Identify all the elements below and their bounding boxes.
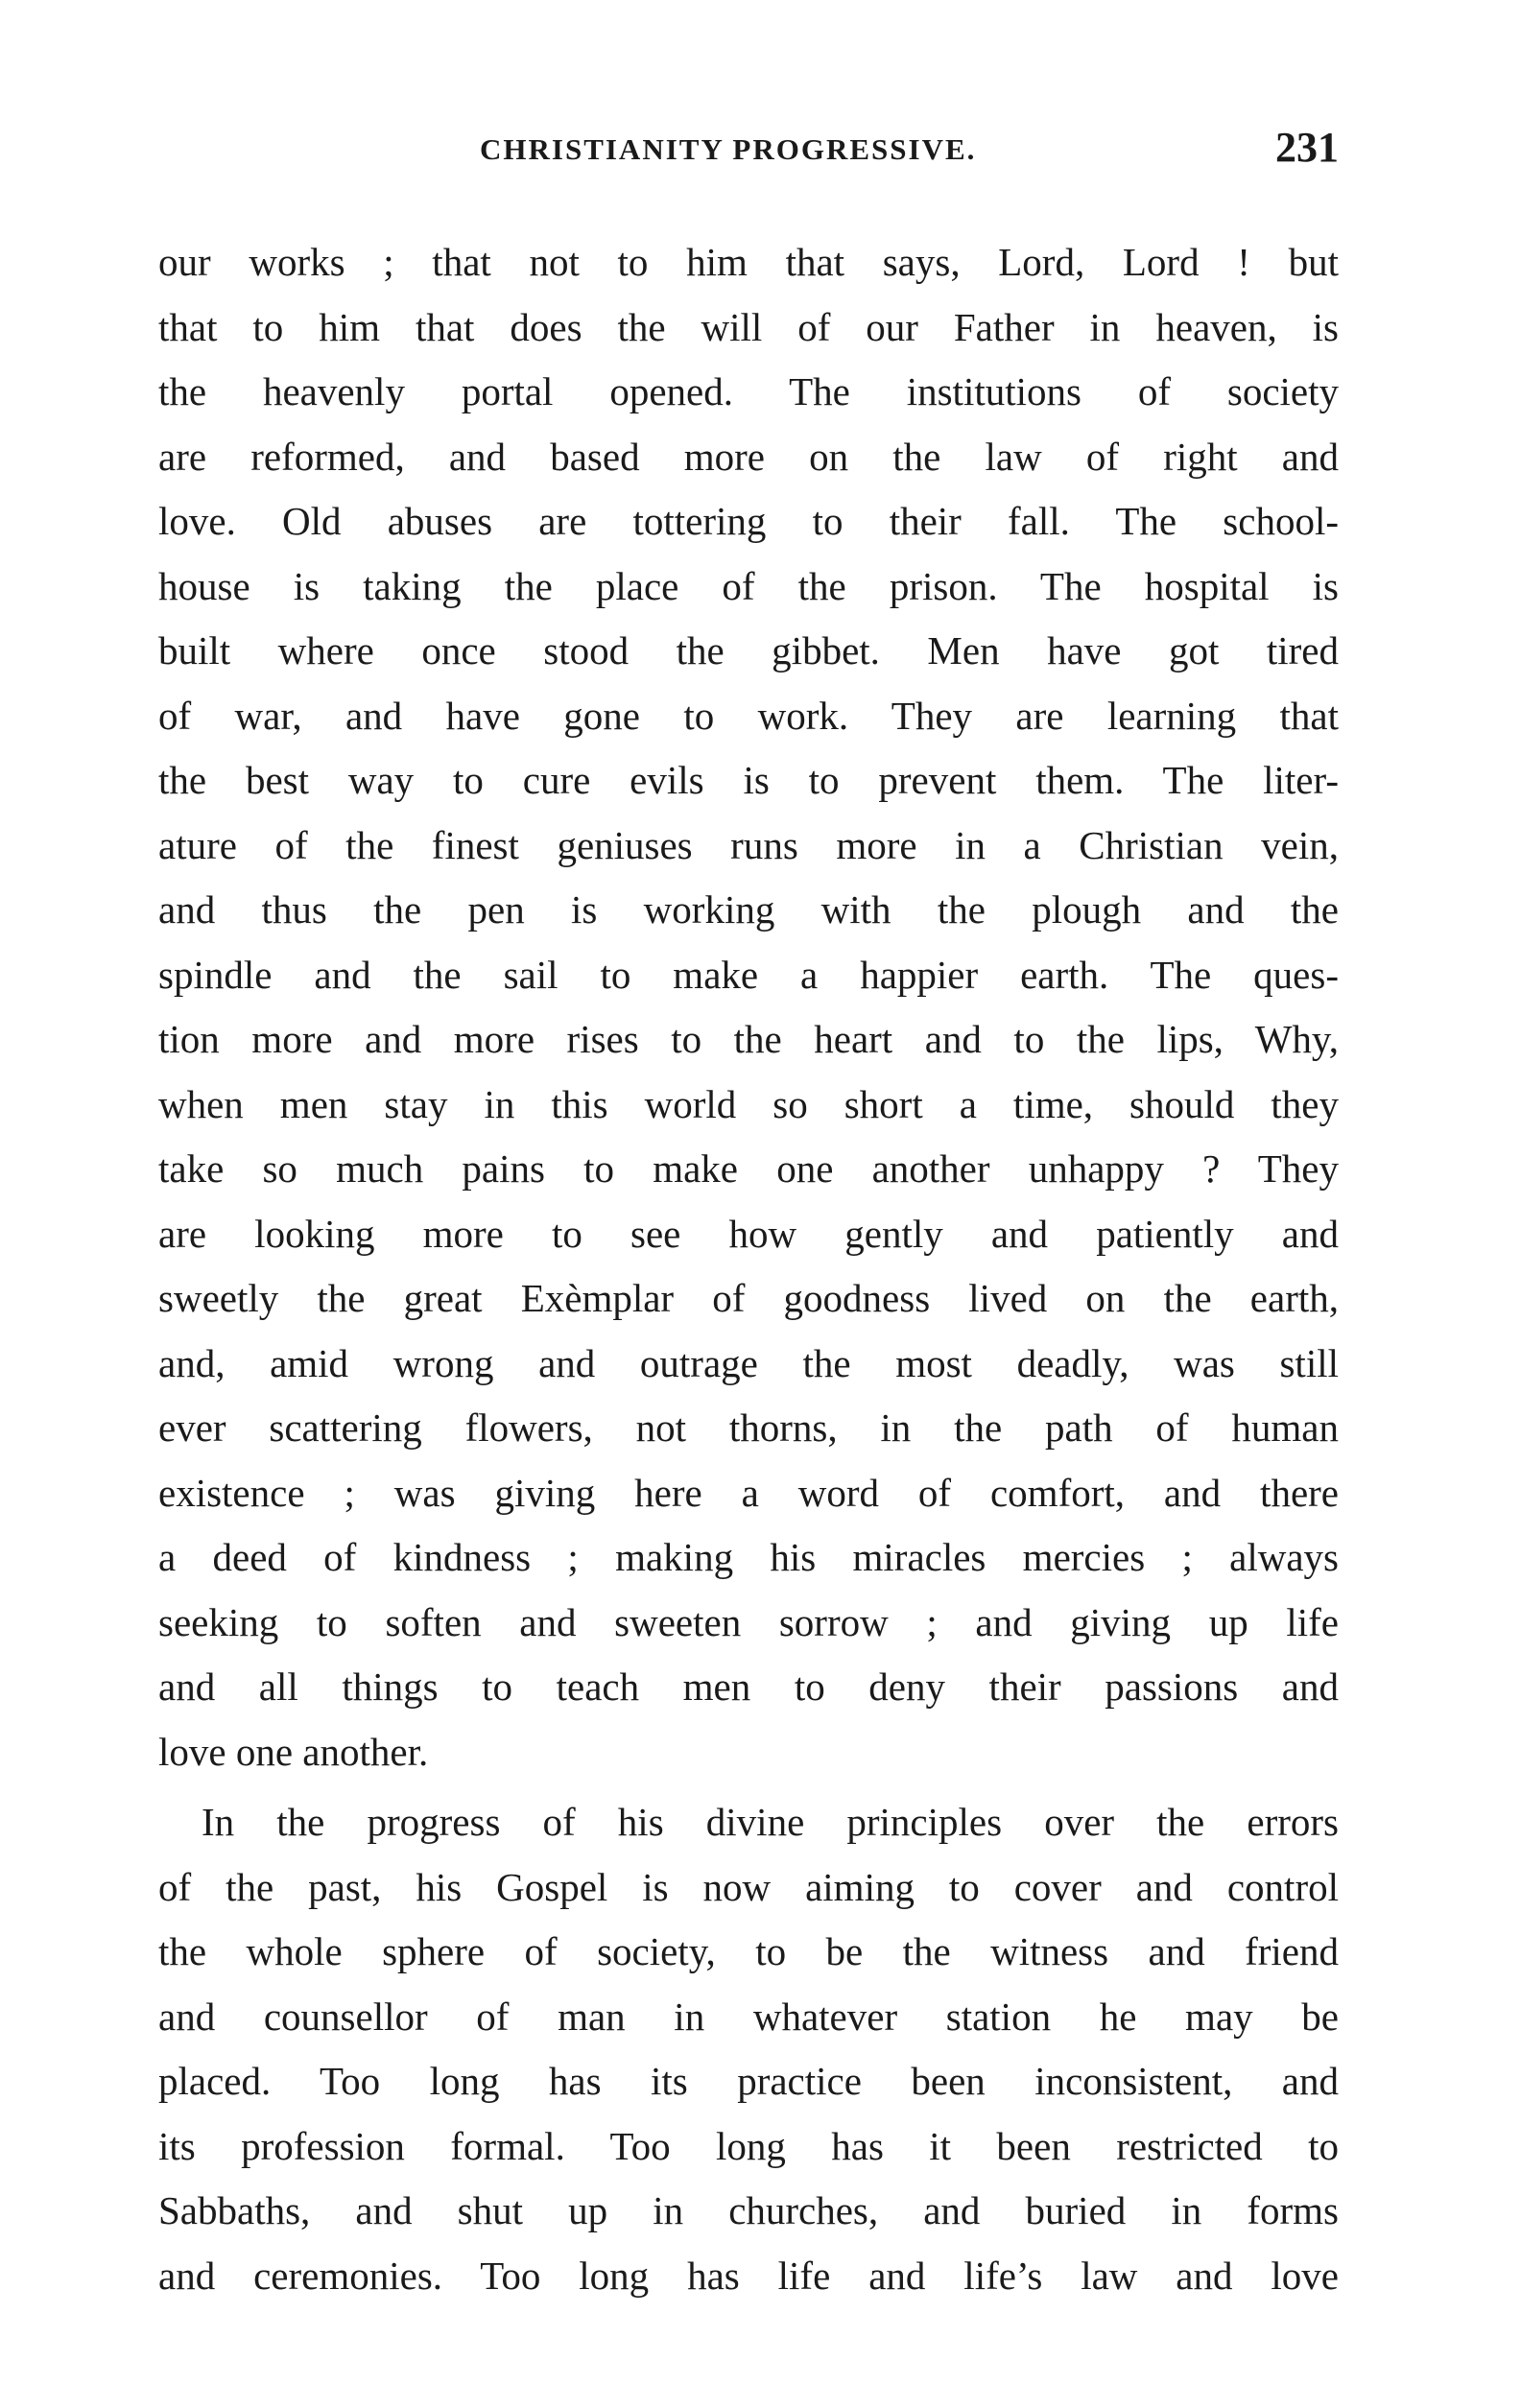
text-line: built where once stood the gibbet. Men have got tired — [158, 628, 1339, 673]
paragraph — [158, 230, 1339, 1784]
text-line: and thus the pen is working with the plough and the — [158, 887, 1339, 932]
text-line: our works ; that not to him that says, Lord, Lord ! but — [158, 240, 1339, 284]
text-line: are looking more to see how gently and patiently and — [158, 1211, 1339, 1256]
text-line: and all things to teach men to deny their passions and — [158, 1664, 1339, 1709]
text-line: of war, and have gone to work. They are learning that — [158, 693, 1339, 738]
text-line: sweetly the great Exèmplar of goodness lived on the earth, — [158, 1276, 1339, 1320]
text-line: house is taking the place of the prison. The hospital is — [158, 563, 1339, 608]
text-line: its profession formal. Too long has it been restricted to — [158, 2123, 1339, 2168]
text-line: ever scattering flowers, not thorns, in the path of human — [158, 1405, 1339, 1450]
text-line: that to him that does the will of our Father in heaven, is — [158, 304, 1339, 349]
text-line: spindle and the sail to make a happier earth. The ques- — [158, 952, 1339, 997]
text-line: In the progress of his divine principles over the errors — [202, 1800, 1339, 1844]
running-title: CHRISTIANITY PROGRESSIVE. — [480, 132, 977, 166]
body-text — [158, 230, 1339, 2308]
page-number: 231 — [1275, 124, 1339, 171]
text-line: love. Old abuses are tottering to their fall. The school- — [158, 499, 1339, 543]
text-line: when men stay in this world so short a time, should they — [158, 1081, 1339, 1126]
text-line: ature of the finest geniuses runs more in a Christian vein, — [158, 822, 1339, 867]
text-line: placed. Too long has its practice been inconsistent, and — [158, 2059, 1339, 2103]
text-line: take so much pains to make one another unhappy ? They — [158, 1146, 1339, 1191]
text-line: the heavenly portal opened. The institutions of society — [158, 369, 1339, 413]
paragraph — [158, 1790, 1339, 2308]
text-line: the best way to cure evils is to prevent them. The liter- — [158, 758, 1339, 802]
text-line: and, amid wrong and outrage the most deadly, was still — [158, 1340, 1339, 1385]
running-header — [158, 123, 1339, 180]
text-line: existence ; was giving here a word of comfort, and there — [158, 1470, 1339, 1515]
text-line: seeking to soften and sweeten sorrow ; and giving up life — [158, 1599, 1339, 1644]
text-line: Sabbaths, and shut up in churches, and buried in forms — [158, 2188, 1339, 2232]
text-line: tion more and more rises to the heart and to the lips, Why, — [158, 1017, 1339, 1061]
text-line: of the past, his Gospel is now aiming to cover and control — [158, 1864, 1339, 1909]
text-line: are reformed, and based more on the law of right and — [158, 434, 1339, 479]
text-line: the whole sphere of society, to be the witness and friend — [158, 1929, 1339, 1973]
text-line: love one another. — [158, 1729, 429, 1774]
text-line: and counsellor of man in whatever station he may be — [158, 1994, 1339, 2039]
text-line: a deed of kindness ; making his miracles mercies ; always — [158, 1535, 1339, 1579]
text-line: and ceremonies. Too long has life and life’s law and love — [158, 2253, 1339, 2298]
